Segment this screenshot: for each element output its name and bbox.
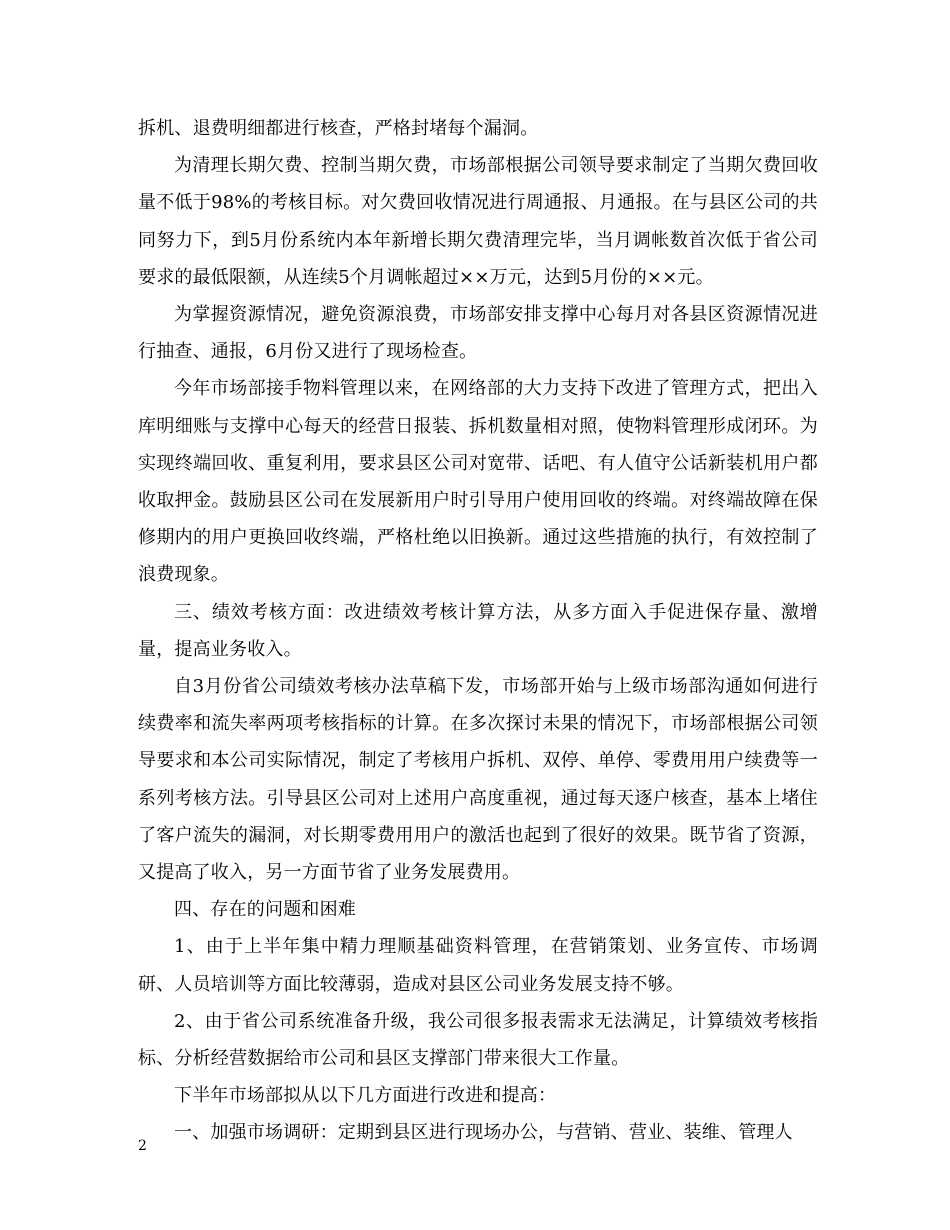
paragraph-2: 为清理长期欠费、控制当期欠费，市场部根据公司领导要求制定了当期欠费回收量不低于98%的考核目标。对欠费回收情况进行周通报、月通报。在与县区公司的共同努力下，到5月份系统内本年新增长期欠费清理完毕，当月调帐数首次低于省公司要求的最低限额，从连续5个月调帐超过××万元，达到5月份的××元。 [138,155,818,288]
section-heading-performance: 三、绩效考核方面：改进绩效考核计算方法，从多方面入手促进保存量、激增量，提高业务收入。 [138,601,818,660]
paragraph-4: 今年市场部接手物料管理以来，在网络部的大力支持下改进了管理方式，把出入库明细账与支撑中心每天的经营日报装、拆机数量相对照，使物料管理形成闭环。为实现终端回收、重复利用，要求县区公司对宽带、话吧、有人值守公话新装机用户都收取押金。鼓励县区公司在发展新用户时引导用户使用回收的终端。对终端故障在保修期内的用户更换回收终端，严格杜绝以旧换新。通过这些措施的执行，有效控制了浪费现象。 [138,378,818,586]
document-page [138,110,818,1152]
paragraph-1: 拆机、退费明细都进行核查，严格封堵每个漏洞。 [138,118,539,139]
problem-item-2: 2、由于省公司系统准备升级，我公司很多报表需求无法满足，计算绩效考核指标、分析经营数据给市公司和县区支撑部门带来很大工作量。 [138,1010,818,1070]
problem-item-1: 1、由于上半年集中精力理顺基础资料管理，在营销策划、业务宣传、市场调研、人员培训等方面比较薄弱，造成对县区公司业务发展支持不够。 [138,936,818,995]
paragraph-3: 为掌握资源情况，避免资源浪费，市场部安排支撑中心每月对各县区资源情况进行抽查、通报，6月份又进行了现场检查。 [138,304,818,363]
improvement-intro: 下半年市场部拟从以下几方面进行改进和提高： [174,1085,557,1107]
paragraph-6: 自3月份省公司绩效考核办法草稿下发，市场部开始与上级市场部沟通如何进行续费率和流失率两项考核指标的计算。在多次探讨未果的情况下，市场部根据公司领导要求和本公司实际情况，制定了考核用户拆机、双停、单停、零费用用户续费等一系列考核方法。引导县区公司对上述用户高度重视，通过每天逐户核查，基本上堵住了客户流失的漏洞，对长期零费用用户的激活也起到了很好的效果。既节省了资源，又提高了收入，另一方面节省了业务发展费用。 [138,676,818,884]
page-number: 2 [138,1138,147,1154]
improvement-item-1: 一、加强市场调研：定期到县区进行现场办公，与营销、营业、装维、管理人 [174,1122,793,1144]
section-heading-problems: 四、存在的问题和困难 [174,899,356,921]
